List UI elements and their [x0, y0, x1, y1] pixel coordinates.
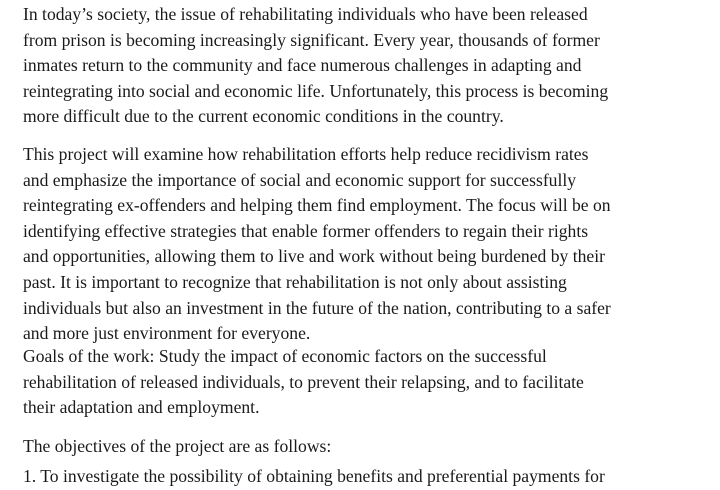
text-line: and emphasize the importance of social and economic support for successfully: [23, 169, 577, 190]
text-line: Goals of the work: Study the impact of economic factors on the successful: [23, 346, 547, 366]
paragraph-goals: [23, 344, 584, 421]
text-line: reintegrating into social and economic life. Unfortunately, this process is becoming: [23, 80, 609, 101]
text-line: In today’s society, the issue of rehabilitating individuals who have been released: [23, 4, 588, 24]
text-line: more difficult due to the current economic conditions in the country.: [23, 106, 504, 127]
text-line: rehabilitation of released individuals, to prevent their relapsing, and to facilitate: [23, 371, 584, 392]
list-item-objective-1: 1. To investigate the possibility of obtaining benefits and preferential payments for: [23, 466, 605, 486]
text-line: inmates return to the community and face numerous challenges in adapting and: [23, 55, 582, 76]
text-line: and more just environment for everyone.: [23, 323, 311, 344]
text-line: identifying effective strategies that enable former offenders to regain their rights: [23, 220, 589, 241]
text-line: from prison is becoming increasingly significant. Every year, thousands of former: [23, 29, 600, 50]
text-line: past. It is important to recognize that rehabilitation is not only about assisting: [23, 271, 567, 292]
text-line: individuals but also an investment in the future of the nation, contributing to a safer: [23, 297, 611, 318]
paragraph-objectives-heading: The objectives of the project are as follows:: [23, 436, 332, 456]
text-line: and opportunities, allowing them to live and work without being burdened by their: [23, 246, 605, 267]
paragraph-introduction: [23, 2, 608, 130]
paragraph-project-description: [23, 142, 611, 347]
text-line: This project will examine how rehabilitation efforts help reduce recidivism rates: [23, 144, 589, 164]
text-line: their adaptation and employment.: [23, 397, 260, 418]
text-line: reintegrating ex-offenders and helping them find employment. The focus will be on: [23, 195, 611, 216]
